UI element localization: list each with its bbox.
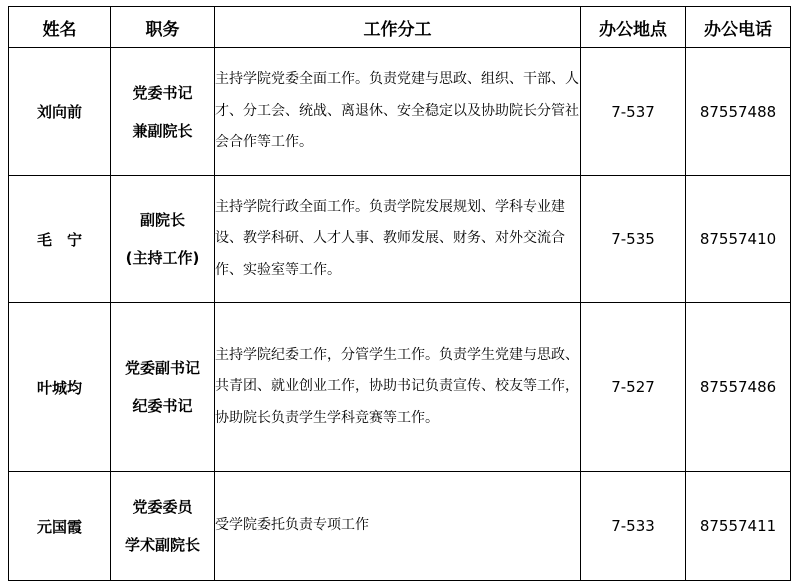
- position-line: 党委副书记: [124, 359, 200, 377]
- staff-duty-table: [8, 6, 791, 581]
- duty-cell: 受学院委托负责专项工作: [215, 472, 581, 581]
- position-line: 纪委书记: [132, 397, 193, 415]
- duty-cell: 主持学院行政全面工作。负责学院发展规划、学科专业建设、教学科研、人才人事、教师发展、财务、对外交流合作、实验室等工作。: [215, 176, 581, 303]
- position-line: (主持工作): [125, 249, 200, 267]
- office-cell: 7-533: [581, 472, 686, 581]
- name-cell: 叶城均: [9, 303, 111, 472]
- phone-cell: 87557486: [686, 303, 791, 472]
- position-cell: [111, 472, 215, 581]
- phone-cell: 87557410: [686, 176, 791, 303]
- office-cell: 7-535: [581, 176, 686, 303]
- position-line: 党委书记: [132, 83, 193, 102]
- position-cell: [111, 176, 215, 303]
- phone-cell: 87557488: [686, 48, 791, 176]
- position-cell: [111, 48, 215, 176]
- table-row: [9, 472, 791, 581]
- duty-cell: 主持学院党委全面工作。负责党建与思政、组织、干部、人才、分工会、统战、离退休、安全稳定以及协助院长分管社会合作等工作。: [215, 48, 581, 176]
- position-line: 党委委员: [132, 498, 193, 516]
- office-cell: 7-537: [581, 48, 686, 176]
- duty-cell: 主持学院纪委工作，分管学生工作。负责学生党建与思政、共青团、就业创业工作，协助书记负责宣传、校友等工作，协助院长负责学生学科竞赛等工作。: [215, 303, 581, 472]
- position-cell: [111, 303, 215, 472]
- office-cell: 7-527: [581, 303, 686, 472]
- header-duty: 工作分工: [215, 7, 581, 48]
- name-cell: 毛 宁: [9, 176, 111, 303]
- name-cell: 刘向前: [9, 48, 111, 176]
- position-line: 学术副院长: [124, 536, 200, 554]
- header-phone: 办公电话: [686, 7, 791, 48]
- table-row: [9, 176, 791, 303]
- table-row: [9, 48, 791, 176]
- name-cell: 元国霞: [9, 472, 111, 581]
- position-line: 兼副院长: [132, 121, 193, 140]
- header-position: 职务: [111, 7, 215, 48]
- table-row: [9, 303, 791, 472]
- header-row: [9, 7, 791, 48]
- header-name: 姓名: [9, 7, 111, 48]
- phone-cell: 87557411: [686, 472, 791, 581]
- header-office: 办公地点: [581, 7, 686, 48]
- position-line: 副院长: [139, 211, 185, 229]
